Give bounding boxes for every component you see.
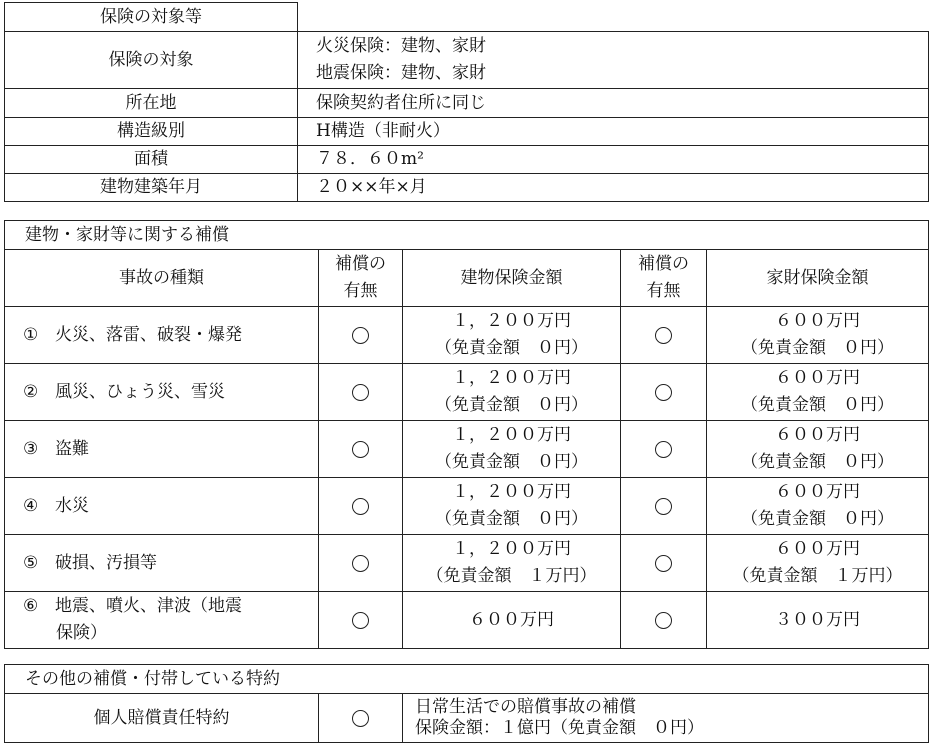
accident-type: ④ 水災 [5,478,319,535]
table-row [5,478,929,535]
accident-type: ① 火災、落雷、破裂・爆発 [5,307,319,364]
accident-type: ③ 盗難 [5,421,319,478]
col-building-amount: 建物保険金額 [403,250,621,307]
contents-amount: ３００万円 [707,592,929,649]
circle-mark-icon [655,327,672,344]
area-label: 面積 [5,146,298,174]
circle-mark-icon [352,710,369,727]
property-table [4,2,929,202]
contents-amount: ６００万円 （免責金額 ０円） [707,421,929,478]
insured-object-label: 保険の対象 [5,32,298,89]
structure-value: H構造（非耐火） [298,118,929,146]
coverage-table [4,220,929,649]
accident-type: ⑥ 地震、噴火、津波（地震 保険） [5,592,319,649]
table-row [5,307,929,364]
circle-mark-icon [655,384,672,401]
circle-mark-icon [352,441,369,458]
accident-type: ⑤ 破損、汚損等 [5,535,319,592]
circle-mark-icon [352,327,369,344]
circle-mark-icon [655,612,672,629]
insured-object-value: 火災保険：建物、家財 地震保険：建物、家財 [298,32,929,89]
building-amount: １，２００万円 （免責金額 ０円） [403,364,621,421]
build-date-value: ２０××年×月 [298,174,929,202]
location-value: 保険契約者住所に同じ [298,89,929,118]
circle-mark-icon [655,441,672,458]
table-row [5,535,929,592]
build-date-label: 建物建築年月 [5,174,298,202]
contents-amount: ６００万円 （免責金額 ０円） [707,364,929,421]
table-row [5,364,929,421]
liability-label: 個人賠償責任特約 [5,694,319,743]
contents-amount: ６００万円 （免責金額 １万円） [707,535,929,592]
building-amount: １，２００万円 （免責金額 ０円） [403,478,621,535]
contents-amount: ６００万円 （免責金額 ０円） [707,478,929,535]
col-has-coverage: 補償の 有無 [319,250,403,307]
building-amount: １，２００万円 （免責金額 １万円） [403,535,621,592]
other-coverage-table [4,664,929,743]
table-row [5,421,929,478]
other-header: その他の補償・付帯している特約 [5,665,929,694]
accident-type: ② 風災、ひょう災、雪災 [5,364,319,421]
circle-mark-icon [352,555,369,572]
building-amount: １，２００万円 （免責金額 ０円） [403,421,621,478]
table-row [5,592,929,649]
contents-amount: ６００万円 （免責金額 ０円） [707,307,929,364]
building-amount: １，２００万円 （免責金額 ０円） [403,307,621,364]
col-accident: 事故の種類 [5,250,319,307]
circle-mark-icon [352,498,369,515]
circle-mark-icon [352,612,369,629]
structure-label: 構造級別 [5,118,298,146]
location-label: 所在地 [5,89,298,118]
coverage-header: 建物・家財等に関する補償 [5,221,929,250]
liability-detail: 日常生活での賠償事故の補償 保険金額：１億円（免責金額 ０円） [403,694,929,743]
area-value: ７８．６０m² [298,146,929,174]
building-amount: ６００万円 [403,592,621,649]
circle-mark-icon [655,555,672,572]
col-has-coverage-contents: 補償の 有無 [621,250,707,307]
circle-mark-icon [352,384,369,401]
property-header: 保険の対象等 [5,3,298,32]
col-contents-amount: 家財保険金額 [707,250,929,307]
circle-mark-icon [655,498,672,515]
